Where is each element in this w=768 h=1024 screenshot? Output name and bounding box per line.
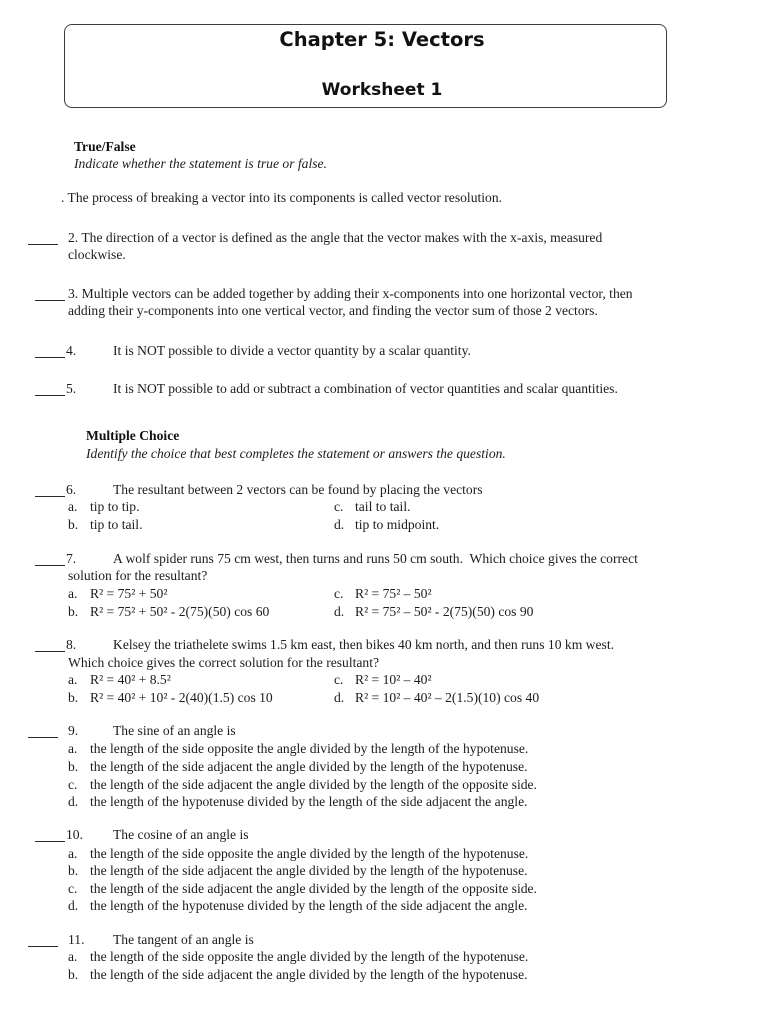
mc-q6-choice-b-letter: b.	[68, 517, 79, 532]
mc-q7-text-line-1: A wolf spider runs 75 cm west, then turns and runs 50 cm south. Which choice gives the correct	[113, 551, 638, 566]
tf-q2-text-line-2: clockwise.	[68, 247, 126, 262]
multiple-choice-heading: Multiple Choice	[86, 428, 180, 443]
mc-q9-choice-a-text: the length of the side opposite the angle divided by the length of the hypotenuse.	[90, 741, 529, 756]
mc-q6-choice-a-letter: a.	[68, 499, 78, 514]
true-false-heading: True/False	[74, 139, 136, 154]
mc-q8-text-line-2: Which choice gives the correct solution for the resultant?	[68, 655, 380, 670]
tf-q3-line-1	[68, 285, 633, 303]
mc-q9-answer-blank	[28, 737, 58, 738]
mc-q6-choice-d-text: tip to midpoint.	[355, 517, 440, 532]
mc-q10-answer-blank	[35, 841, 65, 842]
mc-q6-choice-a-text: tip to tip.	[90, 499, 140, 514]
tf-q5-answer-blank	[35, 395, 65, 396]
mc-q8-choice-a-text: R² = 40² + 8.5²	[90, 672, 171, 687]
tf-q3-answer-blank	[35, 300, 65, 301]
mc-q6-choice-d-letter: d.	[334, 517, 345, 532]
tf-q5-number: 5.	[66, 381, 77, 396]
mc-q7-choice-a-letter: a.	[68, 586, 78, 601]
mc-q11-choice-a-text: the length of the side opposite the angle divided by the length of the hypotenuse.	[90, 949, 529, 964]
mc-q7-choice-b-letter: b.	[68, 604, 79, 619]
mc-q9-choice-b-letter: b.	[68, 759, 79, 774]
mc-q6-choice-c-text: tail to tail.	[355, 499, 411, 514]
mc-q7-choice-c-text: R² = 75² – 50²	[355, 586, 432, 601]
mc-q10-choice-d-letter: d.	[68, 898, 79, 913]
mc-q7-text-line-2: solution for the resultant?	[68, 568, 208, 583]
mc-q10-number: 10.	[66, 827, 83, 842]
mc-q11-choice-b-text: the length of the side adjacent the angle divided by the length of the hypotenuse.	[90, 967, 528, 982]
mc-q8-answer-blank	[35, 651, 65, 652]
mc-q10-choice-b-letter: b.	[68, 863, 79, 878]
tf-q1-text: . The process of breaking a vector into its components is called vector resolution.	[61, 190, 503, 205]
mc-q7-answer-blank	[35, 565, 65, 566]
tf-q2-line-1	[68, 229, 602, 247]
mc-q11-answer-blank	[28, 946, 58, 947]
tf-q2-answer-blank	[28, 244, 58, 245]
mc-q7-choice-d-letter: d.	[334, 604, 345, 619]
mc-q9-choice-d-text: the length of the hypotenuse divided by the length of the side adjacent the angle.	[90, 794, 528, 809]
mc-q11-number: 11.	[68, 932, 85, 947]
mc-q10-text: The cosine of an angle is	[113, 827, 249, 842]
mc-q8-choice-d-text: R² = 10² – 40² – 2(1.5)(10) cos 40	[355, 690, 540, 705]
tf-q4-text: It is NOT possible to divide a vector quantity by a scalar quantity.	[113, 343, 471, 358]
mc-q11-choice-b-letter: b.	[68, 967, 79, 982]
tf-q5-text: It is NOT possible to add or subtract a combination of vector quantities and scalar quantities.	[113, 381, 618, 396]
mc-q7-choice-a-text: R² = 75² + 50²	[90, 586, 168, 601]
mc-q10-choice-a-letter: a.	[68, 846, 78, 861]
mc-q9-choice-c-letter: c.	[68, 777, 78, 792]
true-false-instructions: Indicate whether the statement is true or false.	[74, 156, 327, 171]
tf-q2-number: 2.	[68, 230, 79, 245]
tf-q3-text-line-1: Multiple vectors can be added together by adding their x-components into one horizontal vector, then	[81, 286, 633, 301]
mc-q8-number: 8.	[66, 637, 77, 652]
mc-q8-choice-b-text: R² = 40² + 10² - 2(40)(1.5) cos 10	[90, 690, 273, 705]
tf-q3-text-line-2: adding their y-components into one vertical vector, and finding the vector sum of those 2 vectors.	[68, 303, 598, 318]
mc-q8-choice-c-text: R² = 10² – 40²	[355, 672, 432, 687]
mc-q6-choice-b-text: tip to tail.	[90, 517, 143, 532]
mc-q9-text: The sine of an angle is	[113, 723, 236, 738]
mc-q6-text: The resultant between 2 vectors can be found by placing the vectors	[113, 482, 483, 497]
tf-q3-number: 3.	[68, 286, 79, 301]
mc-q11-choice-a-letter: a.	[68, 949, 78, 964]
mc-q11-text: The tangent of an angle is	[113, 932, 254, 947]
mc-q6-choice-c-letter: c.	[334, 499, 344, 514]
tf-q4-answer-blank	[35, 357, 65, 358]
mc-q7-choice-b-text: R² = 75² + 50² - 2(75)(50) cos 60	[90, 604, 270, 619]
mc-q9-choice-a-letter: a.	[68, 741, 78, 756]
mc-q9-choice-c-text: the length of the side adjacent the angle divided by the length of the opposite side.	[90, 777, 537, 792]
mc-q10-choice-c-text: the length of the side adjacent the angle divided by the length of the opposite side.	[90, 881, 537, 896]
mc-q9-choice-b-text: the length of the side adjacent the angle divided by the length of the hypotenuse.	[90, 759, 528, 774]
mc-q10-choice-a-text: the length of the side opposite the angle divided by the length of the hypotenuse.	[90, 846, 529, 861]
tf-q2-text-line-1: The direction of a vector is defined as the angle that the vector makes with the x-axis, measured	[81, 230, 603, 245]
mc-q10-choice-b-text: the length of the side adjacent the angle divided by the length of the hypotenuse.	[90, 863, 528, 878]
mc-q9-choice-d-letter: d.	[68, 794, 79, 809]
multiple-choice-instructions: Identify the choice that best completes the statement or answers the question.	[86, 446, 506, 461]
mc-q7-choice-c-letter: c.	[334, 586, 344, 601]
mc-q8-text-line-1: Kelsey the triathelete swims 1.5 km east, then bikes 40 km north, and then runs 10 km west.	[113, 637, 614, 652]
mc-q7-number: 7.	[66, 551, 77, 566]
mc-q6-answer-blank	[35, 496, 65, 497]
mc-q8-choice-d-letter: d.	[334, 690, 345, 705]
worksheet-subtitle: Worksheet 1	[321, 80, 443, 100]
mc-q6-number: 6.	[66, 482, 77, 497]
mc-q8-choice-c-letter: c.	[334, 672, 344, 687]
chapter-title: Chapter 5: Vectors	[279, 28, 485, 51]
mc-q7-choice-d-text: R² = 75² – 50² - 2(75)(50) cos 90	[355, 604, 534, 619]
mc-q8-choice-a-letter: a.	[68, 672, 78, 687]
tf-q4-number: 4.	[66, 343, 77, 358]
mc-q10-choice-d-text: the length of the hypotenuse divided by the length of the side adjacent the angle.	[90, 898, 528, 913]
mc-q8-choice-b-letter: b.	[68, 690, 79, 705]
mc-q10-choice-c-letter: c.	[68, 881, 78, 896]
mc-q9-number: 9.	[68, 723, 79, 738]
